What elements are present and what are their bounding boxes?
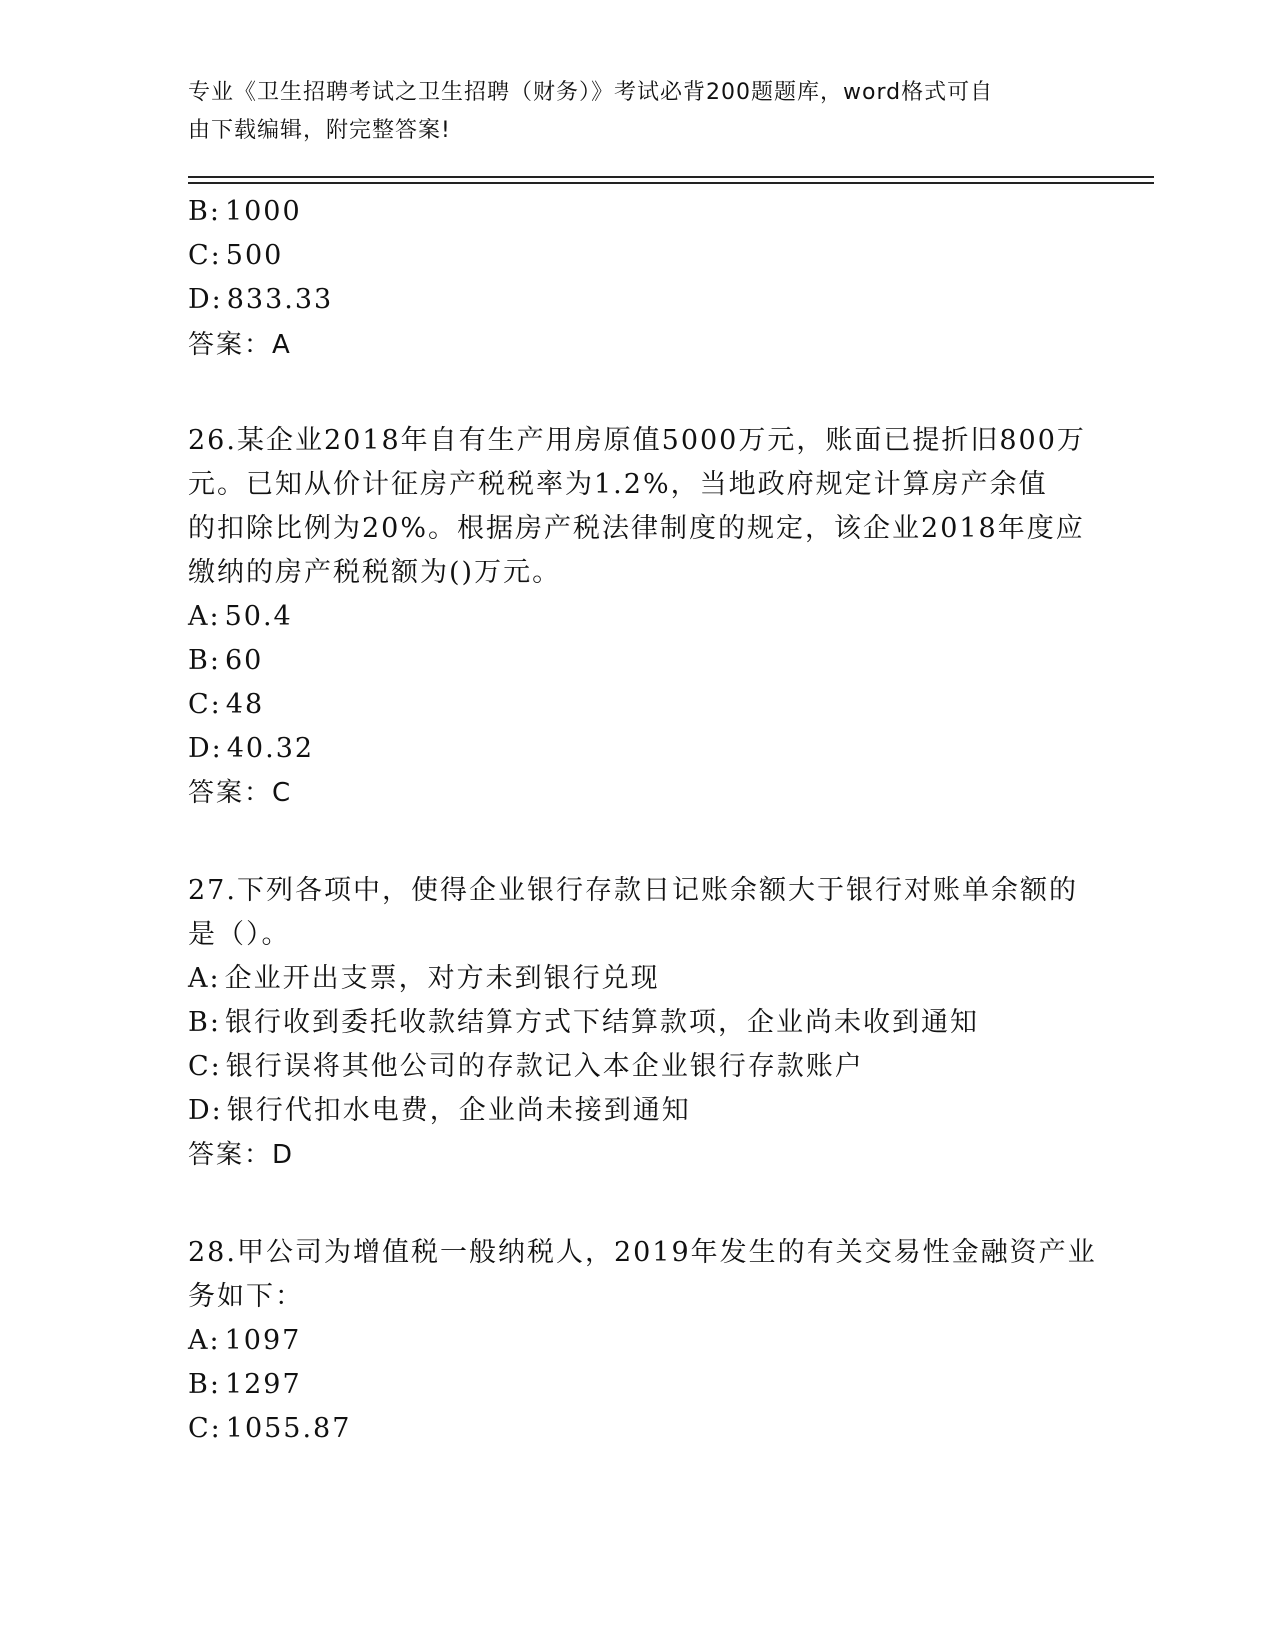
q27-option-d [188, 1096, 691, 1126]
q26-answer: 答案：C [188, 778, 293, 808]
option-text: 银行代扣水电费，企业尚未接到通知 [226, 1095, 691, 1126]
q28-stem-line-2: 务如下： [188, 1281, 304, 1312]
q26-stem-line-3: 的扣除比例为20%。根据房产税法律制度的规定，该企业2018年度应 [188, 513, 1085, 544]
header-divider-top [188, 176, 1154, 178]
option-key: B: [188, 196, 221, 227]
option-key: B: [188, 1007, 221, 1038]
option-text: 40.32 [226, 733, 315, 764]
q26-option-a [188, 602, 293, 632]
q26-option-d [188, 734, 314, 764]
option-key: C: [188, 240, 222, 271]
page-header [188, 74, 1088, 150]
option-text: 银行收到委托收款结算方式下结算款项，企业尚未收到通知 [224, 1007, 979, 1038]
option-text: 50.4 [224, 601, 293, 632]
option-key: C: [188, 1051, 222, 1082]
q25-option-d [188, 285, 333, 315]
q25-option-b [188, 197, 302, 227]
option-text: 1000 [224, 196, 302, 227]
option-key: B: [188, 645, 221, 676]
option-text: 833.33 [226, 284, 334, 315]
option-key: D: [188, 1095, 223, 1126]
option-text: 1097 [224, 1325, 302, 1356]
option-key: A: [188, 601, 221, 632]
header-divider-bottom [188, 182, 1154, 184]
option-key: D: [188, 733, 223, 764]
q25-option-c [188, 241, 283, 271]
option-text: 银行误将其他公司的存款记入本企业银行存款账户 [225, 1051, 864, 1082]
q26-option-c [188, 690, 264, 720]
q27-stem-line-1: 27.下列各项中，使得企业银行存款日记账余额大于银行对账单余额的 [188, 875, 1078, 906]
option-text: 1055.87 [225, 1413, 352, 1444]
option-key: C: [188, 1413, 222, 1444]
option-key: D: [188, 284, 223, 315]
q26-option-b [188, 646, 263, 676]
q27-stem-line-2: 是（）。 [188, 919, 291, 950]
option-key: A: [188, 963, 221, 994]
option-text: 1297 [224, 1369, 302, 1400]
option-text: 500 [225, 240, 284, 271]
option-text: 企业开出支票，对方未到银行兑现 [224, 963, 660, 994]
option-key: B: [188, 1369, 221, 1400]
q25-answer: 答案：A [188, 330, 292, 360]
q27-option-c [188, 1052, 864, 1082]
q28-option-c [188, 1414, 351, 1444]
header-title-line-1: 专业《卫生招聘考试之卫生招聘（财务）》考试必背200题题库，word格式可自 [188, 80, 994, 105]
q28-option-b [188, 1370, 302, 1400]
option-text: 60 [224, 645, 264, 676]
q26-stem-line-2: 元。已知从价计征房产税税率为1.2%，当地政府规定计算房产余值 [188, 469, 1048, 500]
q26-stem-line-4: 缴纳的房产税税额为()万元。 [188, 557, 562, 588]
q28-stem-line-1: 28.甲公司为增值税一般纳税人，2019年发生的有关交易性金融资产业 [188, 1237, 1097, 1268]
option-key: A: [188, 1325, 221, 1356]
option-key: C: [188, 689, 222, 720]
q27-option-a [188, 964, 660, 994]
q28-option-a [188, 1326, 301, 1356]
q27-option-b [188, 1008, 979, 1038]
q26-stem-line-1: 26.某企业2018年自有生产用房原值5000万元，账面已提折旧800万 [188, 425, 1086, 456]
q27-answer: 答案：D [188, 1140, 295, 1170]
header-title-line-2: 由下载编辑，附完整答案! [188, 118, 451, 143]
option-text: 48 [225, 689, 265, 720]
